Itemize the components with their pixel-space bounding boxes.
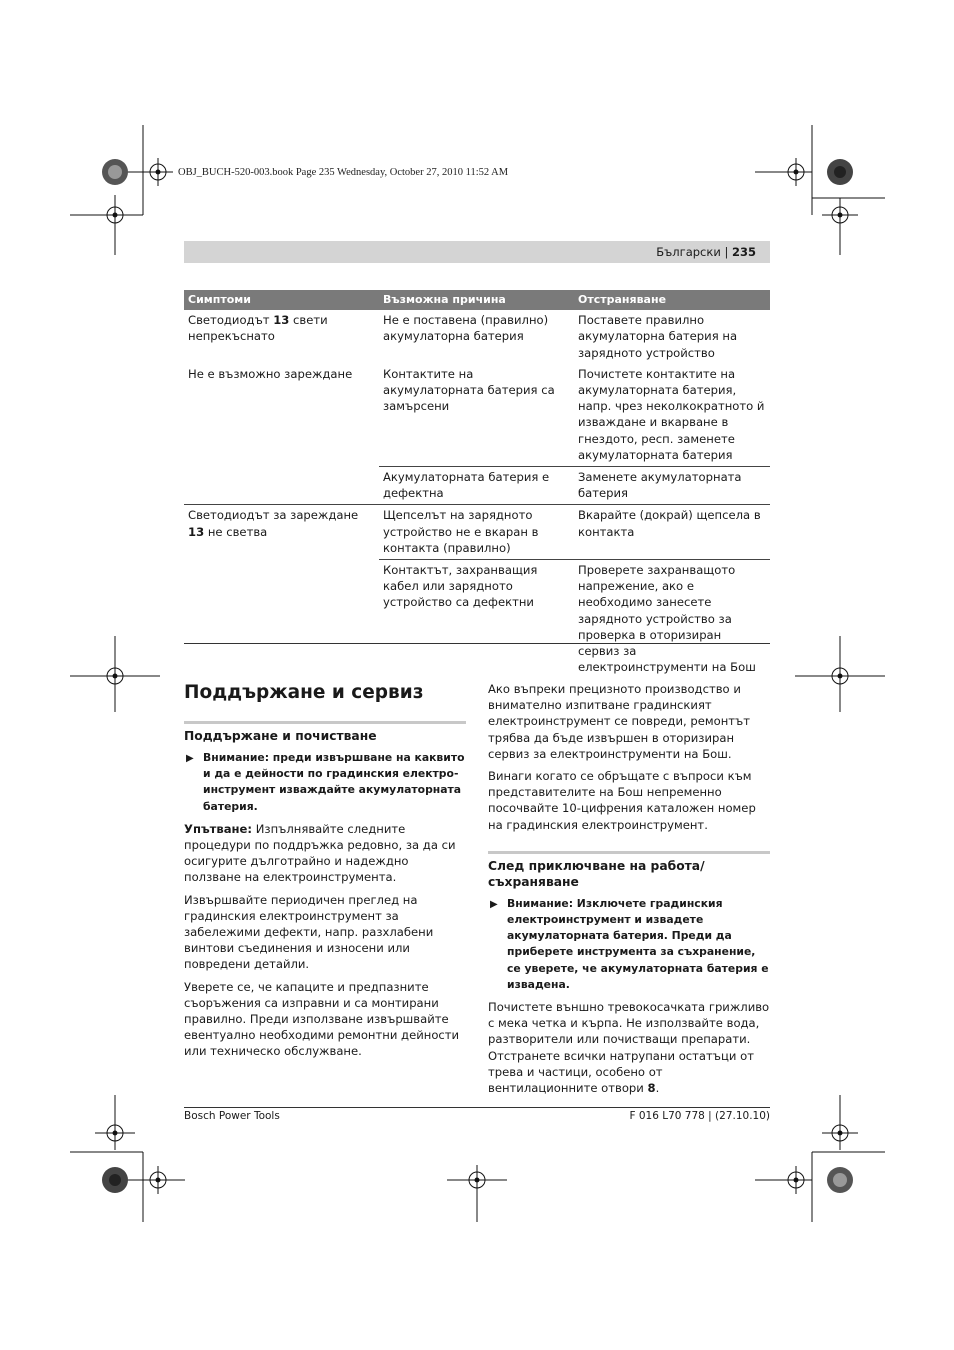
tip-text: Изпълнявайте следните процедури по поддръжка редовно, за да си осигурите дълготрайно и надеждно ползване на електроинструмента.	[184, 821, 456, 885]
symptom-text: свети непрекъснато	[188, 313, 328, 344]
tip-label: Упътване:	[184, 821, 253, 836]
right-column	[488, 681, 770, 1102]
symptom-cell	[184, 310, 379, 364]
paragraph: Ако въпреки прецизното производство и внимателно изпитване градинският електроинструмент се повреди, ремонтът трябва да бъде извършен в оторизиран сервиз за електроинструменти на Бош.	[488, 682, 750, 761]
page-number: 235	[731, 245, 756, 259]
table-header-row	[184, 290, 770, 310]
table-row	[184, 505, 770, 560]
symptom-ref: 13	[188, 524, 205, 539]
footer-right: F 016 L70 778 | (27.10.10)	[629, 1110, 770, 1122]
warning-note	[488, 896, 770, 993]
footer-rule	[184, 1107, 770, 1108]
table-row	[184, 560, 770, 679]
symptom-text: Светодиодът за зареждане	[188, 508, 359, 523]
footer-left: Bosch Power Tools	[184, 1110, 280, 1122]
paragraph-text: .	[655, 1081, 660, 1096]
remedy-cell: Поставете правилно акумулаторна батерия на зарядното устройство	[578, 313, 738, 360]
symptom-cell	[184, 467, 379, 505]
subheading-storage: След приключване на работа/ съхраняване	[488, 851, 770, 890]
cause-cell: Не е поставена (правилно) акумулаторна батерия	[383, 313, 549, 344]
cause-cell: Акумулаторната батерия е дефектна	[379, 467, 574, 505]
paragraph: Извършвайте периодичен преглед на градинския електроинструмент за забележими дефекти, напр. разхлабени винтови съединения и износени или повредени детайли.	[184, 892, 434, 972]
table-bottom-rule	[184, 643, 770, 644]
header-separator: |	[724, 245, 729, 259]
symptom-cell	[184, 505, 379, 560]
paragraph: Винаги когато се обръщате с въпроси към представителите на Бош непременно посочвайте 10-цифрения каталожен номер на градинския електроинструмент.	[488, 769, 756, 832]
remedy-cell: Заменете акумулаторната батерия	[574, 467, 770, 505]
header-cause: Възможна причина	[379, 290, 574, 310]
subheading-maintenance: Поддържане и почистване	[184, 721, 466, 744]
section-title: Поддържане и сервиз	[184, 682, 424, 703]
left-column	[184, 721, 466, 1066]
part-ref: 8	[647, 1081, 656, 1096]
symptom-ref: 13	[273, 313, 290, 328]
cause-cell: Щепселът на зарядното устройство не е вкаран в контакта (правилно)	[383, 508, 539, 555]
page-header	[656, 245, 756, 259]
symptom-cell	[184, 560, 379, 679]
table-row	[184, 467, 770, 505]
symptom-text: не светва	[204, 524, 268, 539]
remedy-cell: Почистете контактите на акумулаторната батерия, напр. чрез неколкократното й изваждане и вкарване в гнездото, респ. заменете акумулаторната батерия	[578, 366, 765, 462]
header-language: Български	[656, 245, 721, 259]
warning-text: Внимание: Изключете градинския електроинструмент и извадете акумулаторната батерия. Преди да приберете инструмента за съхранение, се уверете, че акумулаторната батерия е извадена.	[507, 896, 769, 991]
paragraph-text: Почистете външно тревокосачката грижливо с мека четка и кърпа. Не използвайте вода, разтворители или почистващи препарати. Отстранете всички натрупани остатъци от трева и частици, особено от вентилационните отвори	[488, 1000, 770, 1096]
troubleshooting-table	[184, 290, 770, 678]
tip-paragraph	[184, 821, 466, 886]
page-header-bar	[184, 241, 770, 263]
header-symptoms: Симптоми	[184, 290, 379, 310]
symptom-text: Светодиодът	[188, 313, 274, 328]
warning-text: Внимание: преди извършване на каквито и да е дейности по градинския електроинструмент изваждайте акумулаторната батерия.	[203, 751, 465, 813]
print-slug: OBJ_BUCH-520-003.book Page 235 Wednesday, October 27, 2010 11:52 AM	[178, 167, 509, 178]
cause-cell: Контактът, захранващия кабел или зарядното устройство са дефектни	[379, 560, 574, 679]
remedy-cell: Проверете захранващото напрежение, ако е необходимо занесете зарядното устройство за проверка в оторизиран сервиз за електроинструменти на Бош	[574, 560, 770, 679]
paragraph: Уверете се, че капаците и предпазните съоръжения са изправни и са монтирани правилно. Преди използване извършвайте евентуално необходими ремонтни дейности или техническо обслужване.	[184, 979, 460, 1059]
header-remedy: Отстраняване	[574, 290, 770, 310]
warning-note	[184, 750, 466, 815]
bullet-triangle-icon: ▶	[186, 753, 194, 764]
paragraph	[488, 999, 770, 1096]
remedy-cell: Вкарайте (докрай) щепсела в контакта	[578, 508, 761, 539]
cause-cell: Контактите на акумулаторната батерия са замърсени	[383, 366, 555, 414]
table-row	[184, 364, 770, 467]
table-row	[184, 310, 770, 364]
bullet-triangle-icon: ▶	[490, 898, 498, 910]
symptom-cell: Не е възможно зареждане	[188, 366, 353, 381]
